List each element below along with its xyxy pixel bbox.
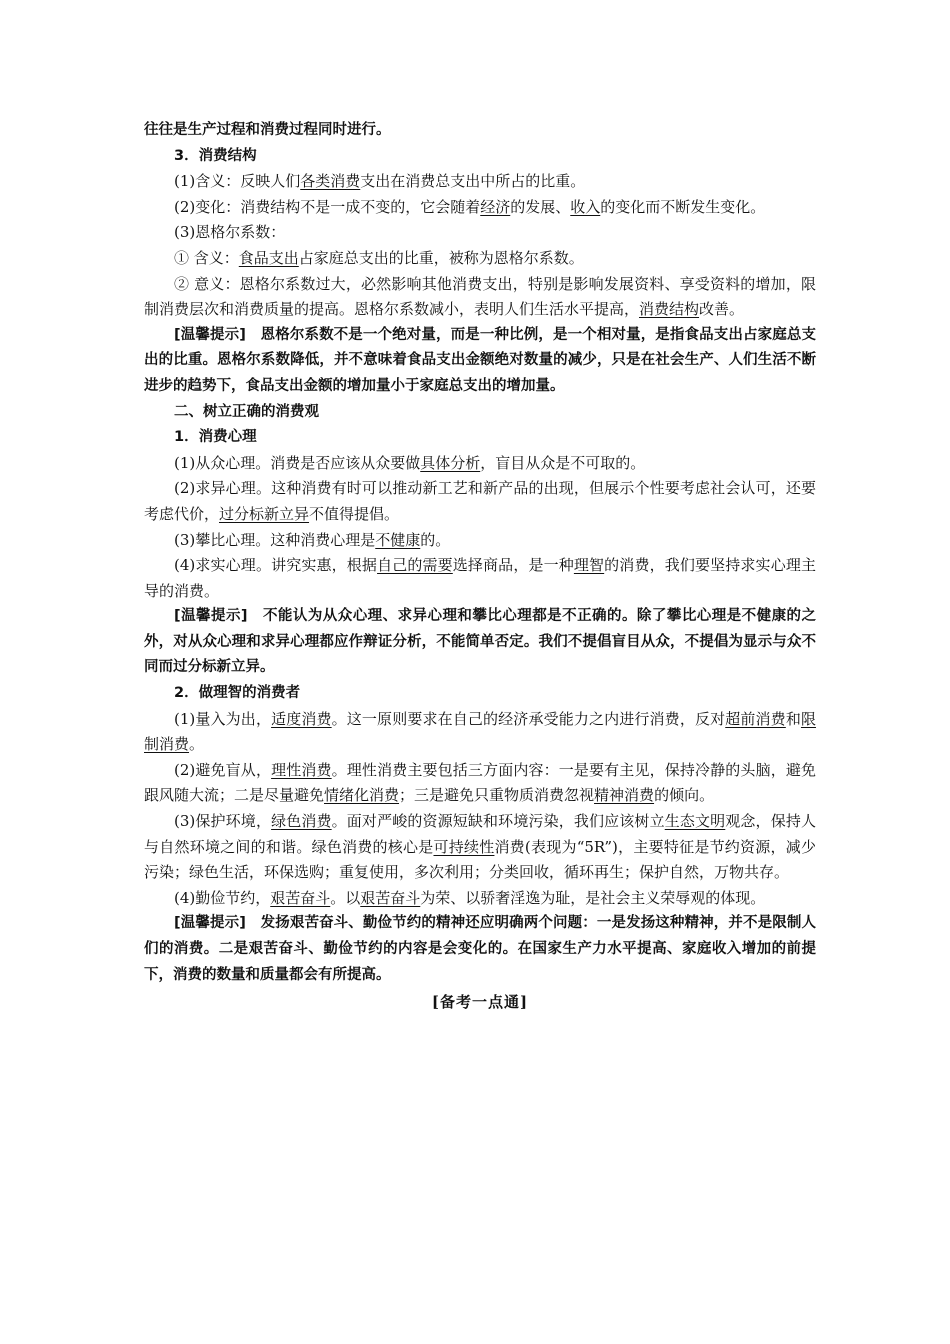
- text-run: 占家庭总支出的比重，被称为恩格尔系数。: [298, 248, 584, 267]
- underlined-term: 消费结构: [639, 300, 700, 319]
- underlined-term: 可持续性: [433, 837, 495, 856]
- paragraph: [144, 707, 816, 758]
- text-run: 改善。: [699, 300, 745, 319]
- paragraph: [144, 118, 816, 144]
- tip-paragraph: [144, 604, 816, 681]
- text-run: 为荣、以骄奢淫逸为耻，是社会主义荣辱观的体现。: [420, 888, 766, 907]
- text-run: 二、树立正确的消费观: [174, 403, 319, 420]
- underlined-term: 理性消费: [271, 760, 332, 779]
- text-run: ，盲目从众是不可取的。: [480, 453, 646, 472]
- text-run: 1．消费心理: [174, 429, 257, 446]
- text-run: 消费(表现为“5R”)，主要特征是节约资源，减少污染；绿色生活，环保选购；重复使用，多次利用；分类回收，循环再生；保护自然，万物共存。: [144, 837, 816, 882]
- underlined-term: 绿色消费: [271, 812, 332, 831]
- underlined-term: 艰苦奋斗: [360, 888, 421, 907]
- paragraph: [144, 809, 816, 886]
- text-run: (1)含义：反映人们: [174, 172, 301, 191]
- text-run: 。: [189, 735, 205, 754]
- section-footer-heading: [144, 990, 816, 1016]
- text-run: ② 意义：恩格尔系数过大，必然影响其他消费支出，特别是影响发展资料、享受资料的增加，限制消费层次和消费质量的提高。恩格尔系数减小，表明人们生活水平提高，: [144, 274, 816, 319]
- text-run: 。理性消费主要包括三方面内容：一是要有主见，保持冷静的头脑，避免跟风随大流；二是尽量避免: [144, 760, 816, 805]
- text-run: 的倾向。: [654, 786, 715, 805]
- text-run: (3)保护环境，: [174, 812, 272, 831]
- paragraph: [144, 246, 816, 272]
- text-run: 的。: [420, 530, 451, 549]
- tip-paragraph: [144, 323, 816, 400]
- underlined-term: 食品支出: [238, 248, 299, 267]
- text-run: (3)攀比心理。这种消费心理是: [174, 530, 376, 549]
- tip-paragraph: [144, 911, 816, 988]
- text-run: 的消费，我们要坚持求实心理主导的消费。: [144, 556, 816, 600]
- underlined-term: 适度消费: [271, 709, 332, 728]
- paragraph: [144, 553, 816, 604]
- paragraph: [144, 220, 816, 246]
- underlined-term: 超前消费: [725, 709, 786, 728]
- text-run: 和: [785, 709, 801, 728]
- text-run: ；三是避免只重物质消费忽视: [399, 786, 595, 805]
- underlined-term: 艰苦奋斗: [270, 888, 331, 907]
- text-run: 。面对严峻的资源短缺和环境污染，我们应该树立: [331, 812, 665, 831]
- underlined-term: 过分标新立异: [219, 504, 310, 523]
- text-run: 往往是生产过程和消费过程同时进行。: [144, 122, 391, 138]
- text-run: 。以: [330, 888, 361, 907]
- underlined-term: 经济: [480, 197, 511, 216]
- paragraph: [144, 195, 816, 221]
- document-page: [144, 118, 816, 1016]
- underlined-term: 限制消费: [144, 709, 816, 754]
- paragraph: [144, 528, 816, 554]
- paragraph: [144, 400, 816, 426]
- paragraph: [144, 476, 816, 527]
- text-run: (2)求异心理。这种消费有时可以推动新工艺和新产品的出现，但展示个性要考虑社会认可，还要考虑代价，: [144, 479, 816, 523]
- paragraph: [144, 272, 816, 323]
- underlined-term: 收入: [570, 197, 601, 216]
- underlined-term: 情绪化消费: [324, 786, 400, 805]
- paragraph: [144, 758, 816, 809]
- text-run: 的发展、: [510, 197, 571, 216]
- underlined-term: 各类消费: [300, 172, 361, 191]
- text-run: (2)变化：消费结构不是一成不变的，它会随着: [174, 197, 481, 216]
- text-run: [温馨提示] 恩格尔系数不是一个绝对量，而是一种比例，是一个相对量，是指食品支出占家庭总支出的比重。恩格尔系数降低，并不意味着食品支出金额绝对数量的减少，只是在社会生产、人们生活不断进步的趋势下，食品支出金额的增加量小于家庭总支出的增加量。: [144, 326, 816, 394]
- text-run: (2)避免盲从，: [174, 760, 272, 779]
- underlined-term: 精神消费: [594, 786, 655, 805]
- text-run: (4)求实心理。讲究实惠，根据: [174, 556, 378, 575]
- text-run: 。这一原则要求在自己的经济承受能力之内进行消费，反对: [331, 709, 726, 728]
- text-run: 选择商品，是一种: [452, 556, 574, 575]
- text-run: 的变化而不断发生变化。: [600, 197, 766, 216]
- paragraph: [144, 451, 816, 477]
- underlined-term: 生态文明: [664, 812, 726, 831]
- text-run: 观念，保持人与自然环境之间的和谐。绿色消费的核心是: [144, 812, 816, 856]
- underlined-term: 理智: [573, 556, 605, 575]
- text-run: [备考一点通]: [431, 993, 529, 1012]
- paragraph: [144, 681, 816, 707]
- text-run: [温馨提示] 发扬艰苦奋斗、勤俭节约的精神还应明确两个问题：一是发扬这种精神，并不是限制人们的消费。二是艰苦奋斗、勤俭节约的内容是会变化的。在国家生产力水平提高、家庭收入增加的前提下，消费的数量和质量都会有所提高。: [144, 915, 816, 983]
- text-run: 2．做理智的消费者: [174, 685, 301, 702]
- text-run: 不值得提倡。: [309, 504, 400, 523]
- paragraph: [144, 144, 816, 170]
- text-run: 3．消费结构: [174, 147, 257, 164]
- underlined-term: 不健康: [375, 530, 421, 549]
- underlined-term: 具体分析: [420, 453, 481, 472]
- text-run: ① 含义：: [174, 248, 239, 267]
- text-run: (4)勤俭节约，: [174, 888, 271, 907]
- underlined-term: 自己的需要: [377, 556, 453, 575]
- paragraph: [144, 886, 816, 912]
- text-run: [温馨提示] 不能认为从众心理、求异心理和攀比心理都是不正确的。除了攀比心理是不健康的之外，对从众心理和求异心理都应作辩证分析，不能简单否定。我们不提倡盲目从众，不提倡为显示与众不同而过分标新立异。: [144, 608, 816, 676]
- text-run: 支出在消费总支出中所占的比重。: [360, 172, 586, 191]
- text-run: (3)恩格尔系数：: [174, 223, 286, 242]
- paragraph: [144, 425, 816, 451]
- text-run: (1)从众心理。消费是否应该从众要做: [174, 453, 421, 472]
- paragraph: [144, 169, 816, 195]
- text-run: (1)量入为出，: [174, 709, 272, 728]
